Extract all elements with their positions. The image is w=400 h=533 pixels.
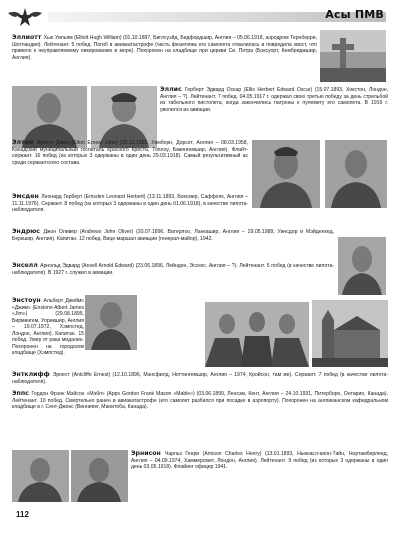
- enstone-portrait-photo: [85, 295, 137, 350]
- entry-ansell: [12, 263, 334, 276]
- entry-text: Чарльз Генри (Arnison Charles Henry) (13.01.1893, Ньюкасл-апон-Тайн, Нортамберленд, Англия – 04.09.1974, Хаммерсмит, Лондон, Англия). Лейтенант. 9 побед (из которых 3 одержаны в один день 03.05.1918). Флайинг офицер 1941.: [131, 451, 388, 471]
- emsden-portrait-photo: [325, 140, 387, 208]
- entry-text: Джон Оливер (Andrews John Oliver) (20.07.1896, Ватерлоо, Ланкашир, Англия – 29.05.1989, Уинсдор и Мэйденхед, Беркшир, Англия). Капитан. 12 побед. Вице-маршал авиации (генерал-майор), 1942.: [12, 229, 334, 242]
- entry-name: Эллис: [160, 86, 185, 93]
- entry-text: Хью Уильям (Elliott Hugh William) (01.10.1897, Биглсуэйд, Бедфордшир, Англия – 05.06.1918, аэродром Тернберри, Шотландия). Лейтенант. 5 побед. Погиб в авиакатастрофе (часть фюзеляжа его самолета отвалилась и повредила хвост, что привело к неуправляемому пикированию в море). Похоронен на кладбище при церкви Св. Петра (Боксуорт, Кембриджшир, Англия).: [12, 35, 317, 61]
- entry-ellis: [160, 87, 388, 113]
- entry-text: Гордон Фрэнк Мэйсон «Мэбл» (Apps Gordon Frank Mason «Mable») (03.06.1899, Ленхэм, Кент, Англия – 24.10.1931, Питерборо, Онтарио, Канада). Лейтенант. 10 побед. Смертельно ранен в авиакатастрофе (его самолет разбился при посадке в аэропорту). Похоронен на англиканском кафедральном кладбище в г. Сент-Джонс (Виннипег, Манитоба, Канада).: [12, 391, 388, 411]
- entry-name: Энстоун: [12, 297, 44, 304]
- page-title: Асы ПМВ: [325, 8, 384, 21]
- entry-elton: [12, 140, 248, 166]
- entry-emsden: [12, 194, 248, 214]
- elton-portrait-photo: [252, 140, 320, 208]
- entry-name: Эмсден: [12, 193, 42, 200]
- page-number: 112: [16, 510, 29, 519]
- entry-text: Леонард Герберт (Emsden Leonard Herbert) (13.11.1893, Боксмер, Саффолк, Англия – 11.11.1976). Сержант. 8 побед (из которых 3 одержаны в один день 01.06.1918), в качестве пилота-наблюдателя.: [12, 194, 249, 214]
- entry-name: Энтклифф: [12, 371, 53, 378]
- entry-arnison: [131, 451, 388, 471]
- andrews-portrait-photo: [338, 237, 386, 295]
- arnison-portrait-photo: [71, 450, 128, 502]
- entry-andrews: [12, 229, 334, 242]
- entry-apps: [12, 391, 388, 411]
- entry-name: Эппс: [12, 390, 32, 397]
- entry-text: Эрнест (Antcliffe Ernest) (12.10.1896, Мэнсфилд, Ноттингемшир, Англия – 1974, Кройсон, там же). Сержант. 7 побед (в качестве пилота-наблюдателя).: [12, 372, 388, 385]
- entry-name: Элтон: [12, 139, 37, 146]
- entry-text: Альберт Джеймс «Джим» (Enstone Albert James «Jim») (29.08.1895, Бирмингем, Уорикшир, Англия – 19.07.1972, Хэмпстед, Лондон, Англия). Капитан. 15 побед. Умер от рака мидалин. Похоронен на городском кладбище (Хэмпстед).: [12, 298, 84, 357]
- entry-text: Арнольд Эдвард (Ansell Arnold Edward) (23.06.1896, Лейндон, Эссекс, Англия – ?). Лейтенант. 5 побед (в качестве пилота-наблюдателя). В 1927 г. служил в авиации.: [12, 263, 334, 276]
- enstone-group-photo: [205, 302, 309, 367]
- entry-name: Эрнисон: [131, 450, 166, 457]
- entry-name: Эндрюс: [12, 228, 44, 235]
- apps-portrait-photo: [12, 450, 69, 502]
- church-photo: [312, 300, 388, 367]
- entry-antcliffe: [12, 372, 388, 385]
- elliott-grave-photo: [320, 30, 386, 82]
- winged-star-emblem-icon: [6, 4, 44, 30]
- entry-text: Герберт Эдвард Оскар (Ellis Herbert Edward Oscar) (15.07.1893, Хокстон, Лондон, Англия – ?). Лейтенант. 7 побед. 04.05.1917 г. одержал свою третью победу за день стрельбой из табельного пистолета, когда закончились патроны к пулемету его самолета. В 1919 г. уволился из авиации.: [160, 87, 388, 113]
- entry-name: Энселл: [12, 262, 41, 269]
- entry-enstone: [12, 298, 84, 357]
- ellis-portrait-photo: [91, 86, 157, 148]
- entry-text: Эрнест Джон (Elton Ernest John) (25.12.1893, Уимборн, Дорсет, Англия – 08.03.1958, Канадский муниципальный госпиталь Красного Креста, Топлоу, Бакингемшир, Англия). Флайт-сержант. 16 побед (из которых 3 одержаны в один день 29.03.1918). Самый результативный ас среди сержантского состава.: [12, 140, 249, 166]
- entry-elliott: [12, 35, 317, 61]
- entry-name: Эллиотт: [12, 34, 44, 41]
- page-header: [0, 0, 400, 30]
